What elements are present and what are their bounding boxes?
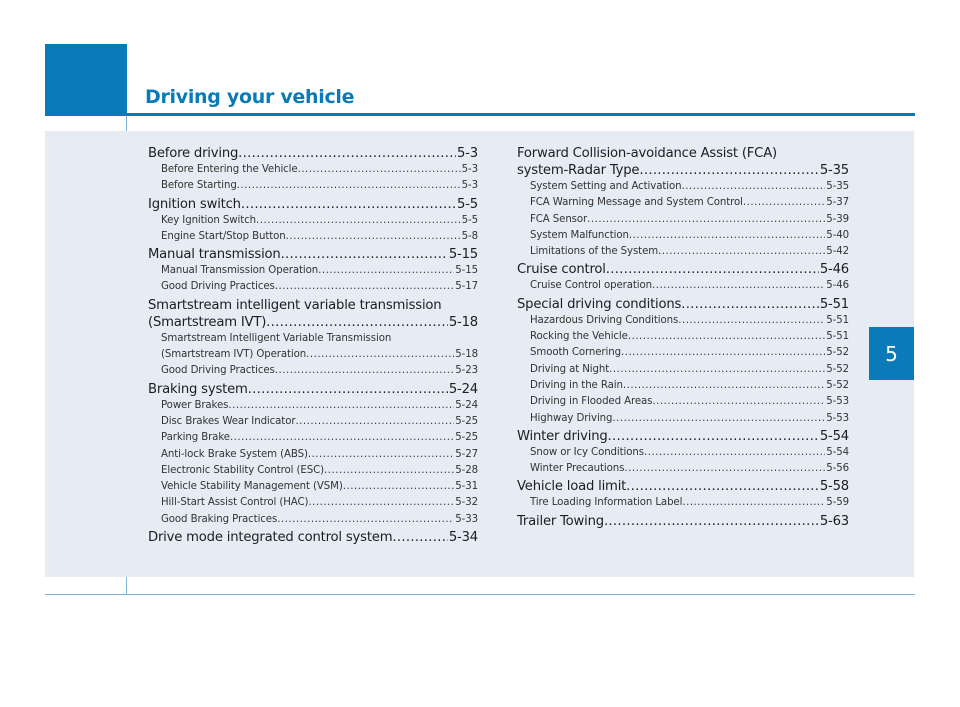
toc-subsection-entry-page-number: 5-25: [455, 415, 478, 427]
dot-leader: [237, 178, 461, 194]
toc-subsection-entry[interactable]: [517, 461, 849, 477]
toc-subsection-entry-row: [530, 378, 849, 394]
toc-subsection-entry-title: Vehicle Stability Management (VSM): [161, 481, 343, 493]
toc-subsection-entry[interactable]: [148, 398, 478, 414]
toc-section-entry-row: [148, 529, 478, 546]
toc-subsection-entry-row: [161, 263, 478, 279]
toc-subsection-entry-page-number: 5-37: [826, 197, 849, 209]
toc-subsection-entry[interactable]: [148, 263, 478, 279]
toc-section-entry[interactable]: [517, 261, 849, 278]
toc-subsection-entry-page-number: 5-25: [455, 432, 478, 444]
toc-subsection-entry[interactable]: [517, 179, 849, 195]
toc-section-entry[interactable]: [517, 428, 849, 445]
toc-subsection-entry[interactable]: [517, 345, 849, 361]
toc-subsection-entry[interactable]: [148, 279, 478, 295]
toc-subsection-entry[interactable]: [148, 414, 478, 430]
toc-subsection-entry-page-number: 5-8: [461, 230, 478, 242]
toc-subsection-entry-title: Hazardous Driving Conditions: [530, 314, 679, 326]
toc-subsection-entry-title: Before Starting: [161, 180, 237, 192]
toc-subsection-entry[interactable]: [148, 479, 478, 495]
toc-subsection-entry-title: FCA Sensor: [530, 213, 588, 225]
dot-leader: [621, 345, 825, 361]
toc-subsection-entry-page-number: 5-27: [455, 448, 478, 460]
dot-leader: [238, 145, 456, 162]
toc-section-entry[interactable]: [148, 145, 478, 162]
dot-leader: [623, 378, 825, 394]
dot-leader: [606, 261, 819, 278]
toc-section-entry-page-number: 5-46: [819, 262, 849, 278]
toc-subsection-entry-title: Winter Precautions: [530, 463, 625, 475]
toc-subsection-entry[interactable]: [148, 331, 478, 364]
toc-subsection-entry-row: [530, 362, 849, 378]
toc-subsection-entry-title: FCA Warning Message and System Control: [530, 197, 743, 209]
toc-section-entry-row: [148, 246, 478, 263]
toc-subsection-entry-page-number: 5-52: [826, 379, 849, 391]
toc-subsection-entry-row: [530, 212, 849, 228]
toc-subsection-entry[interactable]: [517, 278, 849, 294]
toc-section-entry[interactable]: [517, 513, 849, 530]
toc-subsection-entry-title: Electronic Stability Control (ESC): [161, 464, 325, 476]
toc-subsection-entry-page-number: 5-39: [826, 213, 849, 225]
toc-subsection-entry-page-number: 5-51: [826, 314, 849, 326]
toc-section-entry-page-number: 5-3: [457, 146, 478, 161]
toc-subsection-entry-title: Snow or Icy Conditions: [530, 446, 644, 458]
toc-subsection-entry-page-number: 5-18: [455, 349, 478, 361]
dot-leader: [241, 196, 456, 213]
dot-leader: [392, 529, 448, 546]
toc-subsection-entry-title: Tire Loading Information Label: [530, 497, 683, 509]
toc-subsection-entry-row: [161, 463, 478, 479]
dot-leader: [639, 162, 819, 179]
toc-subsection-entry-row: [161, 178, 478, 194]
toc-section-entry-title: Drive mode integrated control system: [148, 530, 393, 546]
dot-leader: [248, 381, 448, 398]
toc-section-entry-page-number: 5-63: [819, 513, 849, 529]
toc-column-left: [148, 145, 478, 547]
toc-subsection-entry-row: [161, 398, 478, 414]
toc-subsection-entry-row: [161, 512, 478, 528]
toc-subsection-entry-page-number: 5-17: [455, 281, 478, 293]
dot-leader: [266, 314, 448, 331]
toc-subsection-entry[interactable]: [148, 363, 478, 379]
toc-section-entry-page-number: 5-35: [819, 163, 849, 178]
dot-leader: [587, 212, 825, 228]
toc-subsection-entry[interactable]: [148, 512, 478, 528]
chapter-tab[interactable]: [869, 327, 914, 380]
toc-subsection-entry[interactable]: [517, 495, 849, 511]
toc-subsection-entry-title: Disc Brakes Wear Indicator: [161, 415, 296, 427]
dot-leader: [682, 495, 825, 511]
toc-section-entry-title-line: Smartstream intelligent variable transmission: [148, 297, 442, 313]
toc-subsection-entry[interactable]: [517, 195, 849, 211]
toc-subsection-entry-title: Smooth Cornering: [530, 347, 621, 359]
toc-subsection-entry-title: Manual Transmission Operation: [161, 265, 319, 277]
toc-section-entry-title: Braking system: [148, 381, 248, 397]
toc-subsection-entry-page-number: 5-53: [826, 412, 849, 424]
dot-leader: [256, 213, 461, 229]
toc-subsection-entry-page-number: 5-3: [461, 180, 478, 192]
dot-leader: [604, 513, 819, 530]
dot-leader: [286, 229, 461, 245]
toc-section-entry-title: (Smartstream IVT): [148, 314, 267, 330]
toc-section-entry-title: Cruise control: [517, 262, 606, 278]
toc-subsection-entry-row: [161, 229, 478, 245]
toc-subsection-entry-page-number: 5-46: [826, 280, 849, 292]
toc-section-entry-page-number: 5-5: [457, 196, 478, 212]
toc-subsection-entry-title: Engine Start/Stop Button: [161, 230, 286, 242]
toc-subsection-entry-page-number: 5-33: [455, 513, 478, 525]
dot-leader: [652, 278, 825, 294]
toc-section-entry-title: Manual transmission: [148, 247, 281, 263]
toc-section-entry-page-number: 5-15: [448, 247, 478, 263]
toc-section-entry-page-number: 5-24: [448, 381, 478, 397]
toc-subsection-entry-title: Driving in the Rain: [530, 379, 623, 391]
toc-section-entry[interactable]: [517, 145, 849, 179]
toc-subsection-entry-page-number: 5-59: [826, 497, 849, 509]
toc-section-entry[interactable]: [517, 296, 849, 313]
dot-leader: [277, 512, 454, 528]
toc-column-right: [517, 145, 849, 531]
toc-subsection-entry-row: [161, 495, 478, 511]
toc-subsection-entry-row: [530, 411, 849, 427]
toc-subsection-entry[interactable]: [517, 212, 849, 228]
dot-leader: [308, 495, 454, 511]
toc-subsection-entry-row: [161, 430, 478, 446]
toc-subsection-entry-page-number: 5-15: [455, 265, 478, 277]
dot-leader: [609, 362, 825, 378]
toc-subsection-entry-row: [161, 363, 478, 379]
toc-subsection-entry-page-number: 5-28: [455, 464, 478, 476]
toc-subsection-entry-page-number: 5-52: [826, 347, 849, 359]
toc-section-entry-row: [517, 513, 849, 530]
toc-subsection-entry-title: Cruise Control operation: [530, 280, 652, 292]
dot-leader: [306, 347, 454, 363]
toc-subsection-entry-title: Good Driving Practices: [161, 281, 275, 293]
toc-section-entry-title: Vehicle load limit: [517, 479, 627, 495]
toc-subsection-entry-title: Key Ignition Switch: [161, 214, 257, 226]
dot-leader: [275, 279, 455, 295]
dot-leader: [228, 398, 454, 414]
toc-subsection-entry-title: Good Braking Practices: [161, 513, 278, 525]
toc-section-entry-row: [517, 162, 849, 179]
margin-line-horizontal: [45, 594, 915, 595]
toc-subsection-entry-row: [161, 414, 478, 430]
toc-subsection-entry-page-number: 5-40: [826, 229, 849, 241]
toc-subsection-entry-row: [530, 445, 849, 461]
toc-subsection-entry[interactable]: [517, 313, 849, 329]
dot-leader: [295, 414, 454, 430]
page-title: Driving your vehicle: [145, 86, 355, 108]
toc-subsection-entry[interactable]: [517, 362, 849, 378]
toc-subsection-entry-row: [161, 447, 478, 463]
toc-subsection-entry[interactable]: [517, 378, 849, 394]
dot-leader: [644, 445, 825, 461]
dot-leader: [230, 430, 454, 446]
toc-subsection-entry-row: [530, 345, 849, 361]
toc-subsection-entry-page-number: 5-54: [826, 446, 849, 458]
toc-subsection-entry-title: Anti-lock Brake System (ABS): [161, 448, 308, 460]
toc-section-entry-page-number: 5-34: [448, 530, 478, 546]
toc-subsection-entry-row: [530, 195, 849, 211]
toc-section-entry-row: [517, 296, 849, 313]
toc-subsection-entry-title-line: Smartstream Intelligent Variable Transmission: [161, 332, 392, 344]
toc-subsection-entry-title: Highway Driving: [530, 412, 613, 424]
toc-subsection-entry[interactable]: [148, 447, 478, 463]
toc-section-entry[interactable]: [517, 478, 849, 495]
toc-subsection-entry-row: [530, 313, 849, 329]
dot-leader: [308, 447, 454, 463]
toc-section-entry-row: [517, 428, 849, 445]
toc-subsection-entry-title: Driving at Night: [530, 363, 610, 375]
toc-subsection-entry[interactable]: [148, 213, 478, 229]
toc-subsection-entry-row: [161, 479, 478, 495]
toc-subsection-entry-row: [530, 394, 849, 410]
toc-subsection-entry[interactable]: [148, 178, 478, 194]
toc-subsection-entry-page-number: 5-5: [461, 214, 478, 226]
toc-section-entry-row: [148, 196, 478, 213]
toc-section-entry-row: [148, 381, 478, 398]
toc-section-entry[interactable]: [148, 529, 478, 546]
toc-section-entry[interactable]: [148, 381, 478, 398]
toc-section-entry-title-line: Forward Collision-avoidance Assist (FCA): [517, 146, 777, 161]
dot-leader: [608, 428, 819, 445]
toc-subsection-entry-row: [530, 244, 849, 260]
toc-subsection-entry[interactable]: [148, 463, 478, 479]
toc-subsection-entry-page-number: 5-32: [455, 497, 478, 509]
toc-subsection-entry-page-number: 5-56: [826, 463, 849, 475]
section-spacer: [517, 530, 849, 531]
toc-subsection-entry-row: [530, 278, 849, 294]
dot-leader: [678, 313, 825, 329]
toc-section-entry-page-number: 5-51: [819, 296, 849, 312]
toc-subsection-entry[interactable]: [517, 445, 849, 461]
toc-section-entry-page-number: 5-54: [819, 428, 849, 444]
dot-leader: [628, 329, 825, 345]
toc-section-entry-title: Ignition switch: [148, 196, 241, 212]
dot-leader: [281, 246, 448, 263]
toc-subsection-entry-row: [161, 162, 478, 178]
toc-subsection-entry[interactable]: [517, 329, 849, 345]
dot-leader: [343, 479, 455, 495]
toc-subsection-entry[interactable]: [148, 229, 478, 245]
toc-subsection-entry-row: [530, 228, 849, 244]
toc-subsection-entry-title: Driving in Flooded Areas: [530, 396, 653, 408]
toc-section-entry-title: system-Radar Type: [517, 163, 640, 178]
toc-subsection-entry[interactable]: [517, 244, 849, 260]
dot-leader: [652, 394, 825, 410]
toc-subsection-entry[interactable]: [517, 394, 849, 410]
toc-subsection-entry-page-number: 5-42: [826, 246, 849, 258]
toc-subsection-entry-title: Limitations of the System: [530, 246, 659, 258]
toc-subsection-entry-row: [530, 495, 849, 511]
toc-subsection-entry-row: [530, 461, 849, 477]
toc-subsection-entry[interactable]: [148, 495, 478, 511]
toc-subsection-entry-title: System Setting and Activation: [530, 181, 682, 192]
chapter-number: 5: [885, 341, 898, 366]
header-rule: [127, 113, 915, 116]
toc-section-entry[interactable]: [148, 297, 478, 331]
toc-subsection-entry-title: Before Entering the Vehicle: [161, 164, 298, 175]
toc-section-entry-title: Trailer Towing: [517, 513, 604, 529]
dot-leader: [743, 195, 825, 211]
toc-subsection-entry-title: Good Driving Practices: [161, 365, 275, 377]
dot-leader: [612, 411, 825, 427]
toc-subsection-entry-page-number: 5-53: [826, 396, 849, 408]
toc-subsection-entry-title: Rocking the Vehicle: [530, 331, 628, 343]
dot-leader: [629, 228, 825, 244]
toc-subsection-entry-row: [530, 179, 849, 195]
toc-section-entry-title: Special driving conditions: [517, 296, 682, 312]
toc-section-entry-row: [517, 478, 849, 495]
dot-leader: [681, 179, 825, 195]
toc-subsection-entry-title: Parking Brake: [161, 432, 230, 444]
toc-subsection-entry[interactable]: [517, 411, 849, 427]
toc-subsection-entry[interactable]: [517, 228, 849, 244]
toc-section-entry-title: Winter driving: [517, 428, 608, 444]
section-spacer: [148, 546, 478, 547]
toc-subsection-entry-row: [161, 347, 478, 363]
toc-subsection-entry-page-number: 5-3: [461, 164, 478, 175]
toc-subsection-entry-title: (Smartstream IVT) Operation: [161, 349, 307, 361]
dot-leader: [275, 363, 455, 379]
toc-subsection-entry-page-number: 5-24: [455, 399, 478, 411]
toc-subsection-entry-page-number: 5-52: [826, 363, 849, 375]
toc-section-entry-row: [517, 261, 849, 278]
dot-leader: [681, 296, 819, 313]
header-color-block: [45, 44, 127, 116]
toc-section-entry[interactable]: [148, 196, 478, 213]
dot-leader: [626, 478, 819, 495]
toc-section-entry-row: [148, 145, 478, 162]
toc-subsection-entry[interactable]: [148, 162, 478, 178]
dot-leader: [324, 463, 454, 479]
toc-section-entry-page-number: 5-18: [448, 314, 478, 330]
dot-leader: [658, 244, 825, 260]
toc-subsection-entry-row: [161, 279, 478, 295]
toc-section-entry-page-number: 5-58: [819, 479, 849, 495]
toc-subsection-entry-page-number: 5-51: [826, 331, 849, 343]
toc-subsection-entry-title: Hill-Start Assist Control (HAC): [161, 497, 309, 509]
dot-leader: [624, 461, 825, 477]
toc-subsection-entry-page-number: 5-31: [455, 481, 478, 493]
toc-section-entry[interactable]: [148, 246, 478, 263]
toc-subsection-entry-page-number: 5-35: [826, 181, 849, 192]
toc-subsection-entry-page-number: 5-23: [455, 365, 478, 377]
toc-subsection-entry-row: [161, 213, 478, 229]
dot-leader: [298, 162, 461, 178]
toc-subsection-entry[interactable]: [148, 430, 478, 446]
toc-subsection-entry-title: System Malfunction: [530, 229, 629, 241]
dot-leader: [318, 263, 454, 279]
toc-subsection-entry-title: Power Brakes: [161, 399, 229, 411]
toc-subsection-entry-row: [530, 329, 849, 345]
toc-section-entry-title: Before driving: [148, 146, 239, 161]
toc-section-entry-row: [148, 314, 478, 331]
